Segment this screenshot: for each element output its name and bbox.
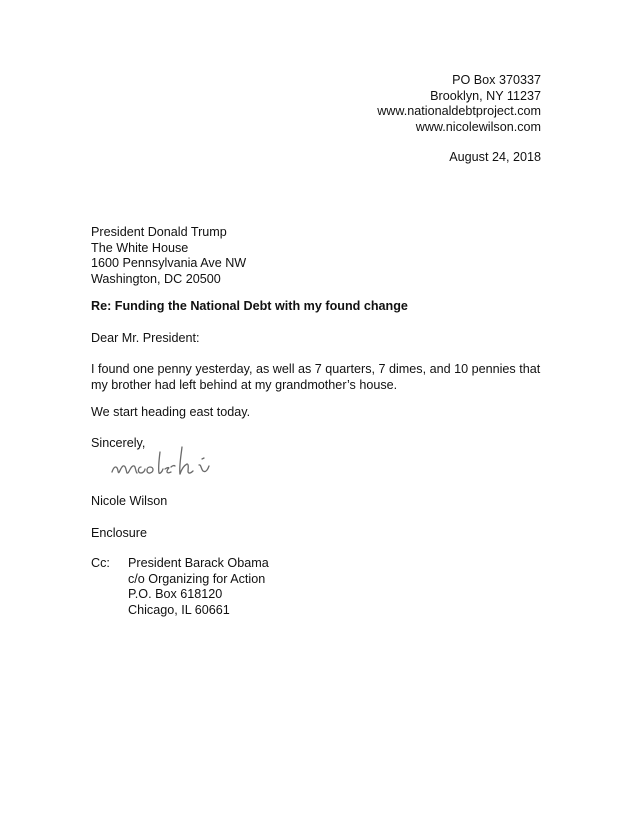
signature-strokes xyxy=(112,447,209,474)
body-paragraph-2: We start heading east today. xyxy=(91,405,251,419)
signer-name: Nicole Wilson xyxy=(91,494,168,508)
body-paragraph-1 xyxy=(91,362,561,393)
closing: Sincerely, xyxy=(91,436,146,450)
sender-website-2: www.nicolewilson.com xyxy=(415,119,541,134)
cc-city: Chicago, IL 60661 xyxy=(128,602,230,617)
letter-date: August 24, 2018 xyxy=(449,150,541,164)
cc-organization: c/o Organizing for Action xyxy=(128,571,266,586)
sender-address-block xyxy=(377,73,541,135)
signature-drawing xyxy=(108,438,268,480)
cc-po-box: P.O. Box 618120 xyxy=(128,587,223,602)
sender-website-1: www.nationaldebtproject.com xyxy=(377,104,541,119)
handwritten-signature xyxy=(108,438,268,480)
cc-address-block xyxy=(128,556,269,618)
sender-po-box: PO Box 370337 xyxy=(452,73,541,87)
salutation: Dear Mr. President: xyxy=(91,331,200,345)
recipient-address-block xyxy=(91,225,246,287)
body-paragraph-1-line-2: my brother had left behind at my grandmother’s house. xyxy=(91,377,398,392)
subject-line: Re: Funding the National Debt with my found change xyxy=(91,299,408,313)
enclosure-notation: Enclosure xyxy=(91,526,148,540)
recipient-street: 1600 Pennsylvania Ave NW xyxy=(91,256,247,271)
cc-label: Cc: xyxy=(91,556,110,570)
sender-city: Brooklyn, NY 11237 xyxy=(430,88,541,103)
recipient-name: President Donald Trump xyxy=(91,225,227,239)
cc-name: President Barack Obama xyxy=(128,556,269,570)
recipient-organization: The White House xyxy=(91,240,189,255)
recipient-city: Washington, DC 20500 xyxy=(91,271,221,286)
body-paragraph-1-line-1: I found one penny yesterday, as well as 7 quarters, 7 dimes, and 10 pennies that xyxy=(91,362,541,376)
